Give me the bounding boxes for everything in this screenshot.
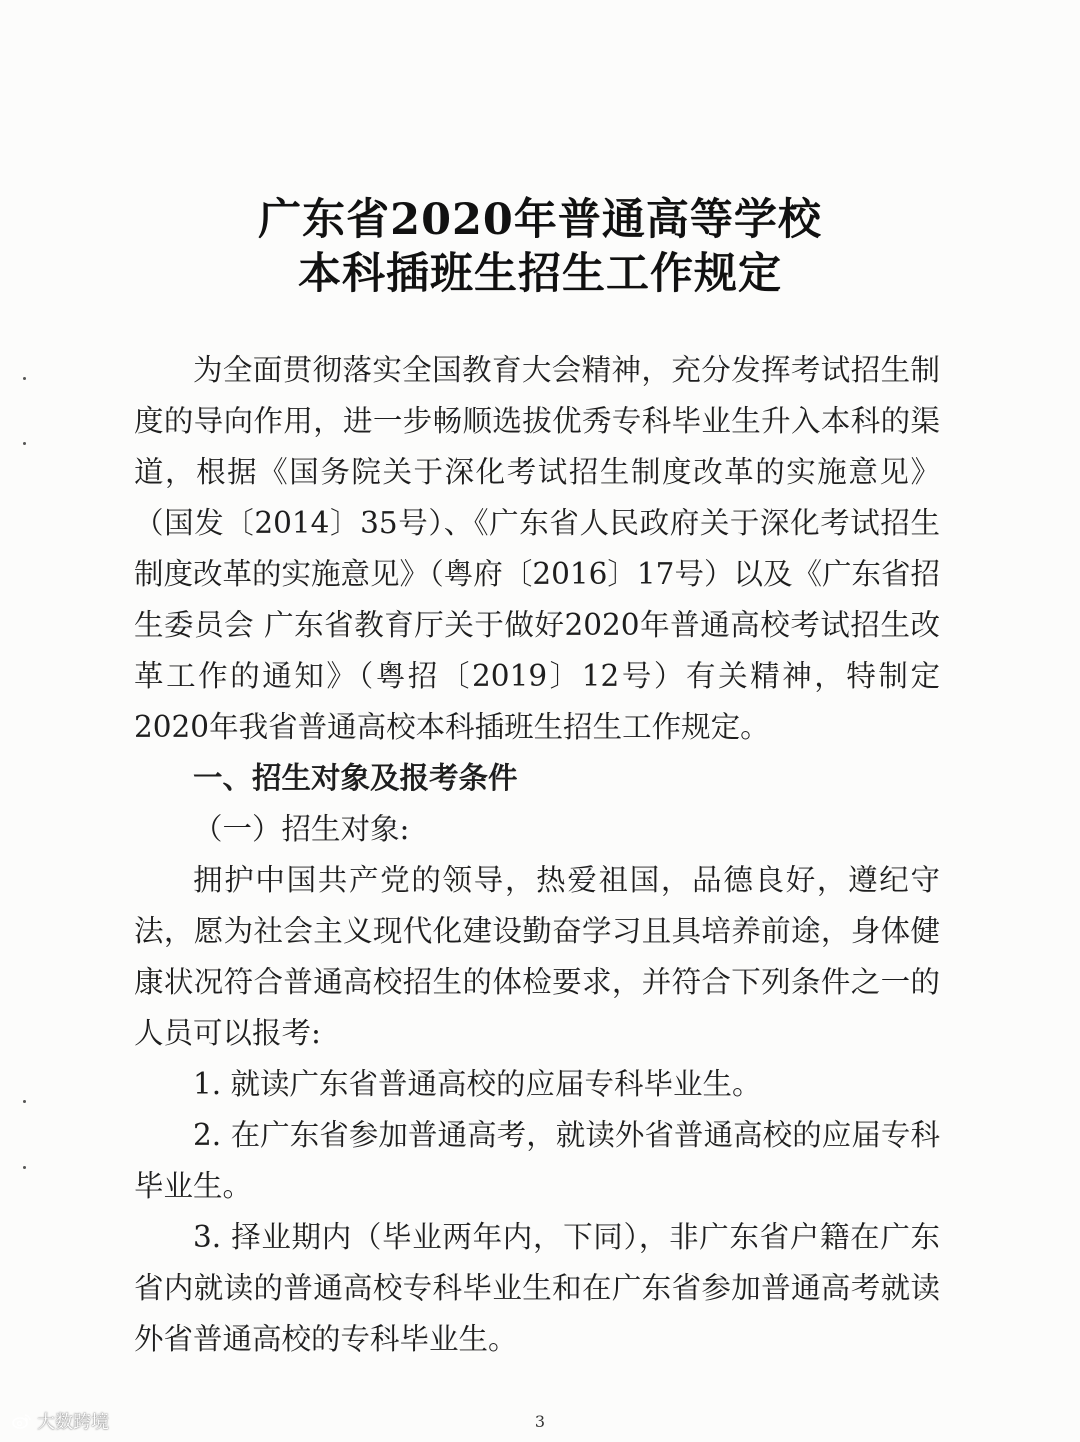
eligibility-paragraph: 拥护中国共产党的领导，热爱祖国，品德良好，遵纪守法，愿为社会主义现代化建设勤奋学习且具培养前途，身体健康状况符合普通高校招生的体检要求，并符合下列条件之一的人员可以报考: <box>134 863 940 1050</box>
section-heading: 一、招生对象及报考条件 <box>193 761 518 795</box>
watermark <box>12 1408 109 1434</box>
margin-punch-mark <box>23 1100 26 1103</box>
subsection-heading: （一）招生对象: <box>193 812 410 846</box>
watermark-text: 大数跨境 <box>37 1412 109 1433</box>
list-item-3: 3. 择业期内（毕业两年内，下同），非广东省户籍在广东省内就读的普通高校专科毕业生和在广东省参加普通高考就读外省普通高校的专科毕业生。 <box>134 1220 940 1356</box>
list-item-1: 1. 就读广东省普通高校的应届专科毕业生。 <box>193 1067 762 1101</box>
margin-punch-mark <box>23 442 26 445</box>
document-body <box>134 345 940 1365</box>
margin-punch-mark <box>23 377 26 380</box>
intro-paragraph: 为全面贯彻落实全国教育大会精神，充分发挥考试招生制度的导向作用，进一步畅顺选拔优秀专科毕业生升入本科的渠道，根据《国务院关于深化考试招生制度改革的实施意见》（国发〔2014〕35号）、《广东省人民政府关于深化考试招生制度改革的实施意见》（粤府〔2016〕17号）以及《广东省招生委员会 广东省教育厅关于做好2020年普通高校考试招生改革工作的通知》（粤招〔2019〕12号）有关精神，特制定2020年我省普通高校本科插班生招生工作规定。 <box>134 353 940 744</box>
weibo-logo-icon <box>12 1413 32 1429</box>
document-title-line-1: 广东省2020年普通高等学校 <box>258 195 822 245</box>
page-number: 3 <box>534 1412 546 1431</box>
list-item-2: 2. 在广东省参加普通高考，就读外省普通高校的应届专科毕业生。 <box>134 1118 940 1203</box>
document-title-line-2: 本科插班生招生工作规定 <box>298 249 782 299</box>
margin-punch-mark <box>23 1166 26 1169</box>
